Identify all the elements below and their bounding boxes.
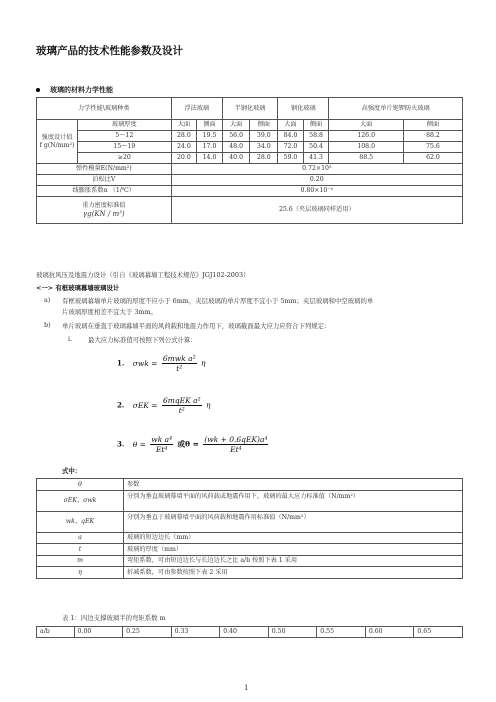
formula-2	[117, 396, 210, 415]
numerator: 6mqEK a²	[162, 396, 201, 405]
table-cell: 5～12	[78, 131, 172, 142]
table-cell: 84.0	[278, 131, 304, 142]
table-cell: 0.50	[268, 627, 317, 638]
eta-symbol: η	[200, 358, 206, 368]
symbol-cell: a	[37, 532, 124, 544]
table-caption: 表 1：四边支撑玻璃半的弯矩系数 m	[62, 614, 166, 622]
table-header-cell: 大面	[329, 120, 404, 131]
table-row	[37, 479, 463, 491]
table-cell: 19.5	[197, 131, 223, 142]
list-marker: i.	[68, 335, 73, 343]
table-cell: 39.0	[250, 131, 278, 142]
table-cell: 0.72×10⁵	[171, 164, 462, 175]
table-row	[37, 490, 463, 511]
numerator: wk a⁴	[151, 435, 173, 444]
table-cell: 25.6（夹层玻璃同样适用）	[171, 197, 462, 224]
list-marker: a)	[44, 296, 51, 304]
table-cell: 41.3	[303, 153, 329, 164]
list-marker: b)	[44, 321, 51, 329]
table-header-cell: 浮法玻璃	[171, 98, 222, 120]
formula-number: 3.	[117, 439, 125, 449]
formula-lhs: θ =	[132, 439, 146, 449]
table-cell: 126.0	[329, 131, 404, 142]
table-row	[37, 532, 463, 544]
strength-label-cell	[37, 120, 78, 164]
table-row	[37, 186, 463, 197]
paragraph: 片玻璃厚度相差不宜大于 3mm。	[62, 308, 157, 316]
table-cell: 72.0	[278, 142, 304, 153]
table-header-cell: 侧面	[250, 120, 278, 131]
table-row	[37, 544, 463, 556]
table-header-cell: 侧面	[303, 120, 329, 131]
table-cell: 28.0	[171, 131, 197, 142]
description-cell: 玻璃的短边边长（mm）	[124, 532, 463, 544]
table-cell: 62.0	[403, 153, 462, 164]
table-row	[37, 627, 463, 638]
table-row	[37, 98, 463, 120]
denominator: t²	[178, 406, 185, 415]
numerator: (wk + 0.6qEK)a⁴	[204, 435, 268, 444]
table-row	[37, 131, 463, 142]
page-number: 1	[244, 684, 249, 692]
fraction	[150, 435, 173, 454]
description-cell: 分别为垂直于玻璃幕墙平面的风荷载和地震作用标准值（N/mm²）	[124, 511, 463, 532]
table-cell: 59.0	[278, 153, 304, 164]
density-label: 重力密度标准值	[82, 202, 126, 210]
table-cell: 48.0	[222, 142, 250, 153]
table-cell: 0.60	[365, 627, 414, 638]
table-header-cell: 高强度单片铯钾防火玻璃	[329, 98, 463, 120]
symbol-cell: wk、qEK	[37, 511, 124, 532]
table-cell: 弹性模量E(N/mm²)	[37, 164, 172, 175]
table-cell: 15～19	[78, 142, 172, 153]
table-cell: 56.0	[222, 131, 250, 142]
table-cell: 泊松比V	[37, 175, 172, 186]
table-row	[37, 197, 463, 224]
table-cell: ≥20	[78, 153, 172, 164]
description-cell: 参数	[124, 479, 463, 491]
formula-or: 或θ =	[177, 439, 199, 449]
table-row	[37, 120, 463, 131]
table-cell: 0.33	[171, 627, 220, 638]
table-header-cell: 大面	[222, 120, 250, 131]
table-header-cell: 钢化玻璃	[278, 98, 329, 120]
table-row	[37, 567, 463, 579]
table-cell: 75.6	[403, 142, 462, 153]
strength-label: 强度设计值	[41, 134, 73, 142]
density-label-cell	[37, 197, 172, 224]
symbol-table	[36, 478, 463, 579]
description-cell: 弯矩系数，可由短边边长与长边边长之比 a/b 按照下表 1 采用	[124, 555, 463, 567]
table-cell: 88.2	[403, 131, 462, 142]
table-cell: 50.4	[303, 142, 329, 153]
formula-number: 1.	[117, 358, 125, 368]
formula-3	[117, 435, 270, 454]
symbol-cell: σEK、σwk	[37, 490, 124, 511]
table-cell: 108.0	[329, 142, 404, 153]
table-row	[37, 511, 463, 532]
description-cell: 折减系数，可由参数按照下表 2 采用	[124, 567, 463, 579]
paragraph: 玻璃抗风压及地震力设计（引自《玻璃幕墙工程技术规范》JGJ102-2003）	[36, 271, 250, 279]
formula-number: 2.	[117, 400, 125, 410]
table-cell: 0.65	[414, 627, 463, 638]
symbol-cell: t	[37, 544, 124, 556]
table-header-cell: 大面	[171, 120, 197, 131]
eta-symbol: η	[205, 400, 211, 410]
table-row	[37, 164, 463, 175]
table-cell: 0.20	[171, 175, 462, 186]
paragraph: 有框玻璃幕墙单片玻璃的厚度不应小于 6mm，夹层玻璃的单片厚度不宜小于 5mm；夹层玻璃和中空玻璃的单	[62, 297, 374, 305]
table-cell: 17.0	[197, 142, 223, 153]
fraction	[203, 435, 268, 454]
fraction	[162, 396, 202, 415]
description-cell: 玻璃的厚度（mm）	[124, 544, 463, 556]
numerator: 6mwk a²	[162, 354, 196, 363]
where-label: 式中：	[62, 467, 82, 475]
table-header-cell: 侧面	[197, 120, 223, 131]
material-properties-table	[36, 97, 463, 224]
denominator: Et⁴	[230, 445, 242, 454]
table-cell: 24.0	[171, 142, 197, 153]
table-header-cell: 力学性能\玻璃种类	[37, 98, 172, 120]
bullet-dot-icon	[36, 88, 40, 92]
table-cell: a/b	[37, 627, 75, 638]
denominator: Et⁴	[155, 445, 168, 454]
section-heading	[36, 85, 113, 95]
table-cell: 0.25	[123, 627, 172, 638]
description-cell: 分别为垂直玻璃幕墙平面的风荷载或地震作用下，玻璃的最大应力标准值（N/mm²）	[124, 490, 463, 511]
table-cell: 0.80×10⁻⁵	[171, 186, 462, 197]
fraction	[162, 354, 197, 373]
table-cell: 58.8	[303, 131, 329, 142]
strength-unit: f g(N/mm²)	[39, 141, 75, 149]
table-header-cell: 半钢化玻璃	[222, 98, 277, 120]
table-cell: 88.5	[329, 153, 404, 164]
table-row	[37, 153, 463, 164]
section-heading-text: 玻璃的材料力学性能	[50, 87, 113, 94]
table-cell: 0.40	[220, 627, 269, 638]
table-row	[37, 142, 463, 153]
table-cell: 20.0	[171, 153, 197, 164]
table-cell: 0.55	[317, 627, 366, 638]
formula-1	[117, 354, 205, 373]
formula-lhs: σwk =	[132, 358, 158, 368]
table-header-cell: 侧面	[403, 120, 462, 131]
table-cell: 线膨胀系数α （1/℃）	[37, 186, 172, 197]
paragraph: 最大应力标准值可按照下列公式计算：	[88, 336, 197, 344]
table-row	[37, 555, 463, 567]
table-row	[37, 175, 463, 186]
symbol-cell: η	[37, 567, 124, 579]
table-cell: 40.0	[222, 153, 250, 164]
table-cell: 0.00	[74, 627, 123, 638]
paragraph: 单片玻璃在垂直于玻璃幕墙平面的风荷载和地震力作用下，玻璃截面最大应力应符合下列规定：	[62, 322, 331, 330]
symbol-cell: θ	[37, 479, 124, 491]
symbol-cell: m	[37, 555, 124, 567]
table-header-cell: 大面	[278, 120, 304, 131]
table-cell: 28.0	[250, 153, 278, 164]
formula-lhs: σEK =	[132, 400, 158, 410]
page-title: 玻璃产品的技术性能参数及设计	[36, 45, 183, 57]
table-header-cell: 玻璃厚度	[78, 120, 172, 131]
subsection-heading: <一> 有框玻璃幕墙玻璃设计	[36, 284, 120, 292]
table-cell: 34.0	[250, 142, 278, 153]
denominator: t²	[176, 364, 183, 373]
density-symbol: γg(KN / m³)	[82, 209, 125, 218]
table-cell: 14.0	[197, 153, 223, 164]
moment-coefficient-table	[36, 626, 463, 638]
